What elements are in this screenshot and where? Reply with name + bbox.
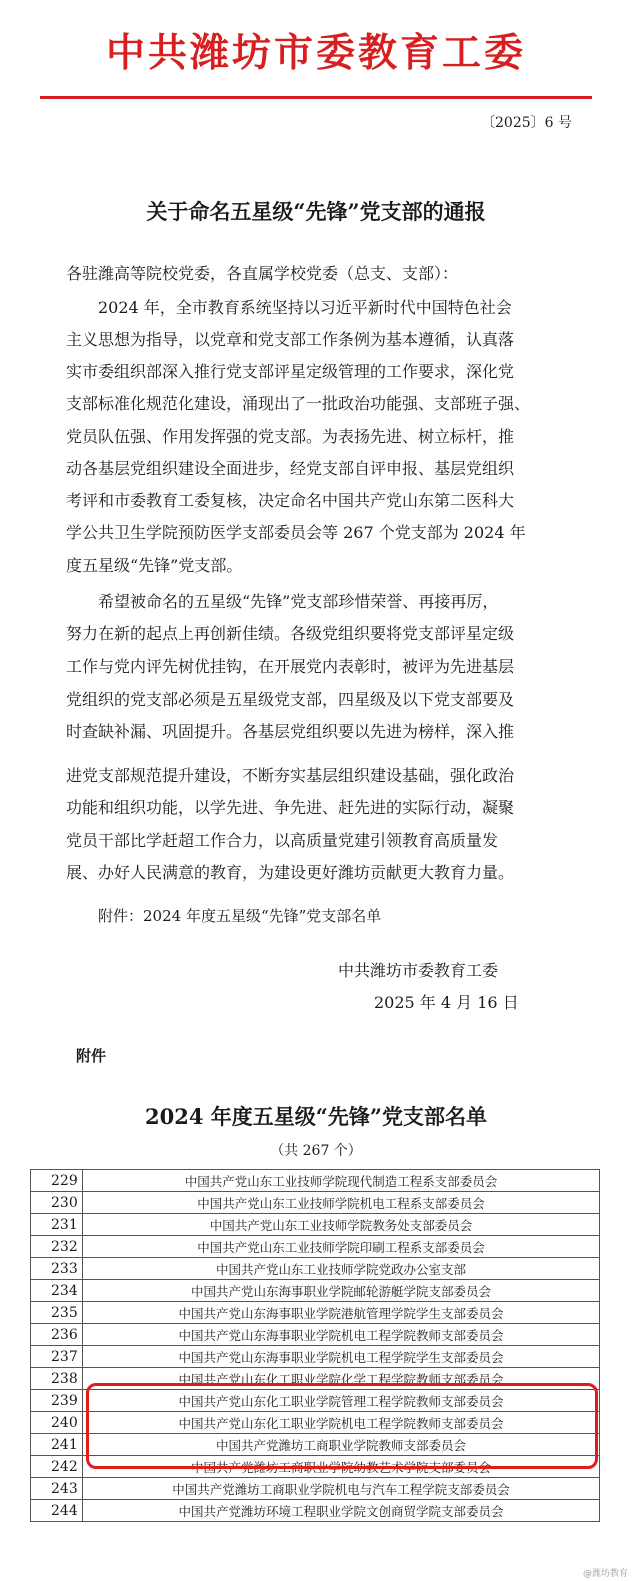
table-row [31,1346,600,1368]
row-number: 233 [31,1258,83,1280]
paragraph-line: 度五星级“先锋”党支部。 [66,556,243,575]
row-number: 241 [31,1434,83,1456]
row-number: 231 [31,1214,83,1236]
attachment-label: 附件 [76,1047,107,1065]
branch-name: 中国共产党山东化工职业学院机电工程学院教师支部委员会 [83,1412,600,1434]
table-row [31,1324,600,1346]
paragraph-line: 党组织的党支部必须是五星级党支部，四星级及以下党支部要及 [66,690,515,709]
row-number: 232 [31,1236,83,1258]
row-number: 244 [31,1500,83,1522]
list-count: （共 267 个） [270,1143,362,1159]
paragraph-line: 党员队伍强、作用发挥强的党支部。为表扬先进、树立标杆，推 [66,427,515,446]
table-row [31,1170,600,1192]
row-number: 243 [31,1478,83,1500]
row-number: 230 [31,1192,83,1214]
signature-organization: 中共潍坊市委教育工委 [338,961,499,980]
branch-name: 中国共产党山东海事职业学院机电工程学院学生支部委员会 [83,1346,600,1368]
paragraph-line: 工作与党内评先树优挂钩，在开展党内表彰时，被评为先进基层 [66,657,515,676]
table-row [31,1258,600,1280]
paragraph-line: 功能和组织功能，以学先进、争先进、赶先进的实际行动，凝聚 [66,798,515,817]
branch-name: 中国共产党山东化工职业学院化学工程学院教师支部委员会 [83,1368,600,1390]
paragraph-line: 支部标准化规范化建设，涌现出了一批政治功能强、支部班子强、 [66,394,531,413]
row-number: 235 [31,1302,83,1324]
table-row [31,1214,600,1236]
branch-name: 中国共产党山东工业技师学院现代制造工程系支部委员会 [83,1170,600,1192]
branch-name: 中国共产党山东工业技师学院机电工程系支部委员会 [83,1192,600,1214]
branch-name: 中国共产党潍坊工商职业学院教师支部委员会 [83,1434,600,1456]
row-number: 239 [31,1390,83,1412]
paragraph-line: 考评和市委教育工委复核，决定命名中国共产党山东第二医科大 [66,491,515,510]
row-number: 234 [31,1280,83,1302]
paragraph-line: 主义思想为指导，以党章和党支部工作条例为基本遵循，认真落 [66,330,515,349]
table-row [31,1236,600,1258]
branch-name: 中国共产党山东工业技师学院党政办公室支部 [83,1258,600,1280]
table-row [31,1192,600,1214]
branch-name: 中国共产党潍坊工商职业学院机电与汽车工程学院支部委员会 [83,1478,600,1500]
watermark: @潍坊教育 [582,1569,628,1579]
branch-name: 中国共产党潍坊工商职业学院幼教艺术学院支部委员会 [83,1456,600,1478]
row-number: 242 [31,1456,83,1478]
table-row [31,1280,600,1302]
table-row [31,1500,600,1522]
row-number: 240 [31,1412,83,1434]
row-number: 238 [31,1368,83,1390]
header-red-rule [40,96,592,99]
branch-name: 中国共产党山东工业技师学院印刷工程系支部委员会 [83,1236,600,1258]
branch-name: 中国共产党山东海事职业学院邮轮游艇学院支部委员会 [83,1280,600,1302]
paragraph-line: 学公共卫生学院预防医学支部委员会等 267 个党支部为 2024 年 [66,523,526,542]
paragraph-line: 时查缺补漏、巩固提升。各基层党组织要以先进为榜样，深入推 [66,722,515,741]
red-highlight-box [86,1383,598,1469]
branch-name: 中国共产党山东海事职业学院港航管理学院学生支部委员会 [83,1302,600,1324]
list-title: 2024 年度五星级“先锋”党支部名单 [145,1104,487,1129]
paragraph-line: 希望被命名的五星级“先锋”党支部珍惜荣誉、再接再厉， [98,592,499,611]
attachment-note: 附件：2024 年度五星级“先锋”党支部名单 [98,907,382,925]
signature-date: 2025 年 4 月 16 日 [374,993,519,1012]
document-number: 〔2025〕6 号 [481,115,572,131]
issuing-organization-title: 中共潍坊市委教育工委 [105,30,526,76]
paragraph-line: 实市委组织部深入推行党支部评星定级管理的工作要求，深化党 [66,362,515,381]
row-number: 229 [31,1170,83,1192]
paragraph-line: 努力在新的起点上再创新佳绩。各级党组织要将党支部评星定级 [66,624,515,643]
branch-name: 中国共产党潍坊环境工程职业学院文创商贸学院支部委员会 [83,1500,600,1522]
table-row [31,1302,600,1324]
row-number: 237 [31,1346,83,1368]
branch-name: 中国共产党山东工业技师学院教务处支部委员会 [83,1214,600,1236]
row-number: 236 [31,1324,83,1346]
notice-title: 关于命名五星级“先锋”党支部的通报 [146,199,486,224]
branch-name: 中国共产党山东化工职业学院管理工程学院教师支部委员会 [83,1390,600,1412]
branch-roster-table [30,1169,600,1522]
paragraph-line: 2024 年，全市教育系统坚持以习近平新时代中国特色社会 [98,298,512,317]
table-row [31,1478,600,1500]
salutation: 各驻潍高等院校党委，各直属学校党委（总支、支部）： [66,264,459,283]
paragraph-line: 展、办好人民满意的教育，为建设更好潍坊贡献更大教育力量。 [66,863,515,882]
paragraph-line: 动各基层党组织建设全面进步，经党支部自评申报、基层党组织 [66,459,515,478]
paragraph-line: 党员干部比学赶超工作合力，以高质量党建引领教育高质量发 [66,831,499,850]
paragraph-line: 进党支部规范提升建设，不断夯实基层组织建设基础，强化政治 [66,766,515,785]
branch-name: 中国共产党山东海事职业学院机电工程学院教师支部委员会 [83,1324,600,1346]
